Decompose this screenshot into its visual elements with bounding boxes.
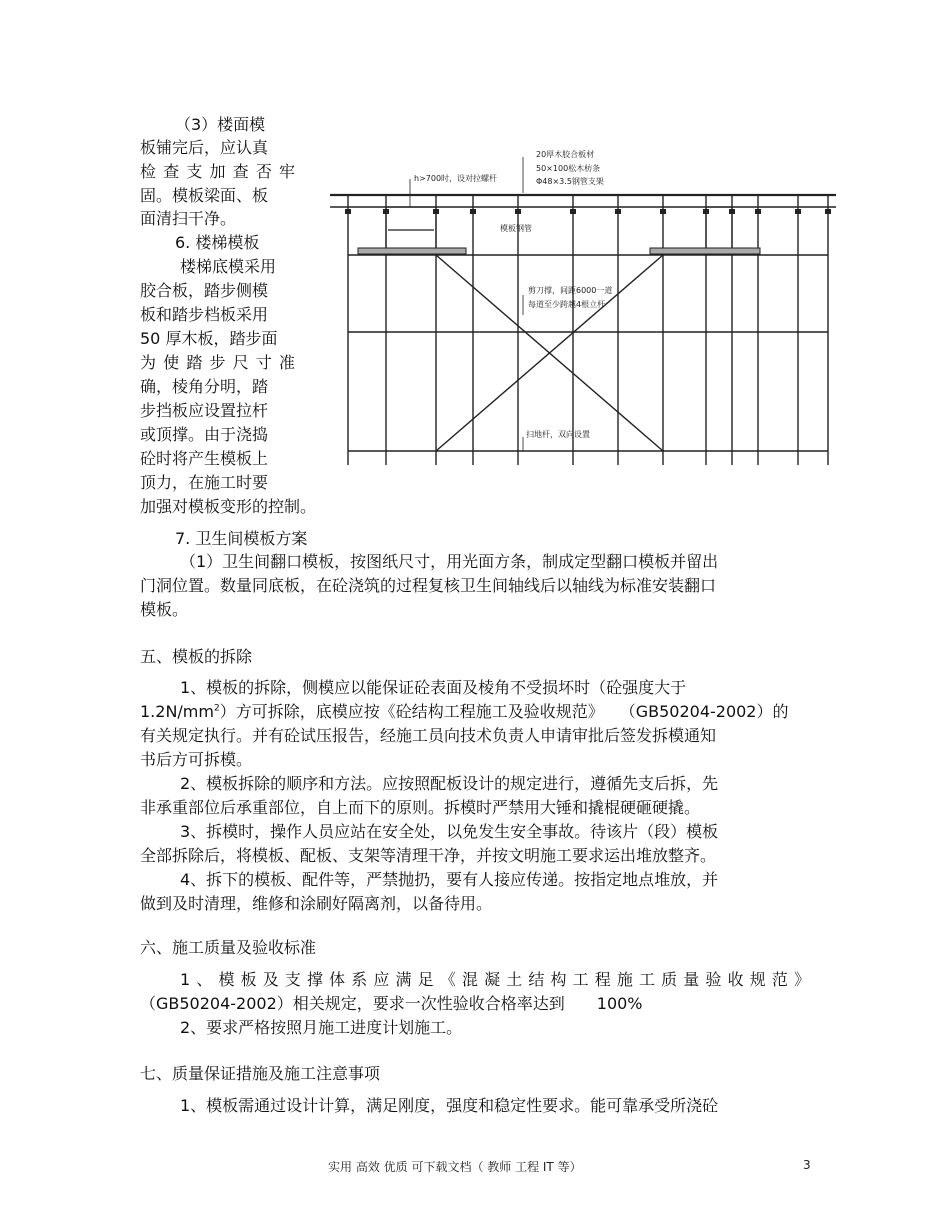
section-heading: 7. 卫生间模板方案: [175, 529, 308, 548]
text-line: 砼时将产生模板上: [140, 449, 269, 468]
section-heading: 五、模板的拆除: [140, 647, 253, 666]
text-line: 加强对模板变形的控制。: [140, 497, 317, 516]
section-heading: 七、质量保证措施及施工注意事项: [140, 1064, 381, 1083]
footer-text: 实用 高效 优质 可下载文档（ 教师 工程 IT 等）: [328, 1160, 582, 1174]
unit-superscript: 2: [213, 703, 220, 714]
text-line: 为使踏步尺寸准: [140, 353, 295, 372]
paragraph-line: 模板。: [140, 600, 189, 619]
text-line: 板铺完后，应认真: [140, 138, 269, 157]
text-line: 或顶撑。由于浇捣: [140, 425, 269, 444]
text-line: 固。模板梁面、板: [140, 186, 269, 205]
text-line: 检查支加查否牢: [140, 162, 295, 181]
paragraph-line: 4、拆下的模板、配件等，严禁抛扔，要有人接应传递。按指定地点堆放，并: [180, 870, 719, 889]
paragraph-line: （1）卫生间翻口模板，按图纸尺寸，用光面方条，制成定型翻口模板并留出: [180, 552, 719, 571]
diagram-label: 每道至少跨越4根立杆: [528, 300, 606, 309]
formwork-support-diagram: [328, 145, 838, 475]
text-line: 胶合板，踏步侧模: [140, 281, 269, 300]
text-line: 板和踏步档板采用: [140, 305, 269, 324]
paragraph-line: 2、要求严格按照月施工进度计划施工。: [180, 1018, 463, 1037]
leader-lines: [410, 157, 523, 451]
left-beam-bottom: [358, 248, 466, 254]
diagram-label: 扫地杆，双向设置: [526, 430, 590, 439]
text-line: 步挡板应设置拉杆: [140, 401, 269, 420]
text-line: 顶力，在施工时要: [140, 473, 269, 492]
text-line: 面清扫干净。: [140, 209, 237, 228]
vertical-poles: [348, 195, 828, 465]
paragraph-line: （GB50204-2002）相关规定，要求一次性验收合格率达到 100%: [140, 994, 643, 1013]
text-line: 确，棱角分明，踏: [140, 377, 269, 396]
paragraph-line: 书后方可拆模。: [140, 750, 253, 769]
paragraph-line: 做到及时清理，维修和涂刷好隔离剂，以备待用。: [140, 894, 493, 913]
top-clamps: [345, 209, 831, 214]
diagram-label: 50×100松木枋条: [536, 164, 601, 173]
paragraph-line: 有关规定执行。并有砼试压报告，经施工员向技术负责人申请审批后签发拆模通知: [140, 726, 717, 745]
diagram-label: Φ48×3.5钢管支架: [536, 177, 604, 186]
page-number: 3: [803, 1158, 811, 1172]
diagram-label: 模板钢管: [500, 224, 532, 233]
text-line: 楼梯底模采用: [180, 257, 277, 276]
paragraph-line: 1、模板需通过设计计算，满足刚度，强度和稳定性要求。能可靠承受所浇砼: [180, 1096, 719, 1115]
paragraph-line: 1、模板的拆除，侧模应以能保证砼表面及棱角不受损坏时（砼强度大于: [180, 678, 687, 697]
paragraph-line: 全部拆除后，将模板、配板、支架等清理干净，并按文明施工要求运出堆放整齐。: [140, 846, 717, 865]
diagram-label: 20厚木胶合板材: [536, 150, 595, 159]
right-beam-outline: [706, 207, 732, 253]
paragraph-line: 3、拆模时，操作人员应站在安全处，以免发生安全事故。待该片（段）模板: [180, 822, 719, 841]
text-line: 6. 楼梯模板: [175, 233, 260, 252]
diagram-label: h>700时，设对拉螺杆: [414, 174, 498, 183]
unit-text: 1.2N/mm: [140, 702, 214, 721]
text-line: （3）楼面模: [175, 115, 266, 134]
paragraph-line: 非承重部位后承重部位，自上而下的原则。拆模时严禁用大锤和撬棍硬砸硬撬。: [140, 798, 701, 817]
paragraph-line: 1、模板及支撑体系应满足《混凝土结构工程施工质量验收规范》: [180, 970, 810, 989]
paragraph-line: 2、模板拆除的顺序和方法。应按照配板设计的规定进行，遵循先支后拆，先: [180, 774, 719, 793]
diagram-label: 剪刀撑，间距6000一道: [528, 286, 613, 295]
right-beam-bottom: [650, 248, 760, 254]
paragraph-line: 门洞位置。数量同底板，在砼浇筑的过程复核卫生间轴线后以轴线为标准安装翻口: [140, 576, 717, 595]
section-heading: 六、施工质量及验收标准: [140, 938, 317, 957]
text-line: 50 厚木板，踏步面: [140, 329, 278, 348]
paragraph-line: [140, 701, 789, 723]
paragraph-line-rest: ）方可拆除，底模应按《砼结构工程施工及验收规范》 （GB50204-2002）的: [219, 702, 789, 721]
horizontal-ledgers: [348, 255, 828, 451]
